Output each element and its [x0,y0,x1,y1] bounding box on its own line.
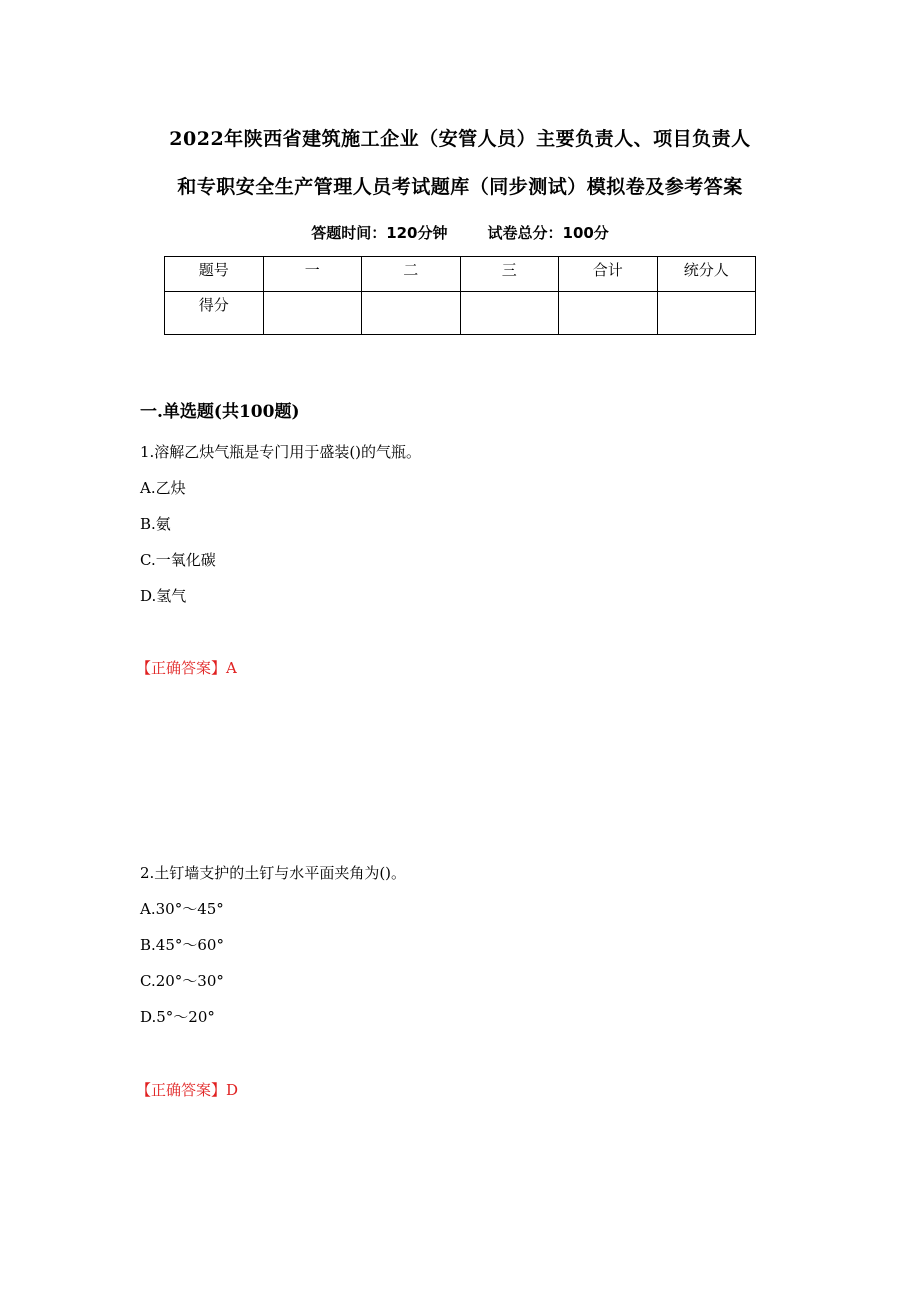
score-cell [263,292,362,335]
score-cell [657,292,756,335]
question-1-option-b: B.氨 [140,515,171,533]
section-title: 一.单选题(共100题) [140,402,300,422]
score-cell [559,292,658,335]
exam-total-score: 试卷总分：100分 [487,224,609,242]
document-title-line-1: 2022年陕西省建筑施工企业（安管人员）主要负责人、项目负责人 [169,128,751,150]
score-header-cell: 题号 [165,257,264,292]
score-cell [362,292,461,335]
score-header-cell: 三 [460,257,559,292]
exam-time: 答题时间：120分钟 [311,224,448,242]
score-table [164,256,756,335]
score-header-cell: 合计 [559,257,658,292]
question-1-option-a: A.乙炔 [140,479,186,497]
document-title-line-2: 和专职安全生产管理人员考试题库（同步测试）模拟卷及参考答案 [177,176,743,198]
exam-meta [0,222,920,243]
question-2-option-c: C.20°～30° [140,972,224,990]
question-2-option-a: A.30°～45° [140,900,224,918]
question-1-option-d: D.氢气 [140,587,187,605]
score-header-cell: 统分人 [657,257,756,292]
question-2-option-b: B.45°～60° [140,936,224,954]
question-2-stem: 2.土钉墙支护的土钉与水平面夹角为()。 [140,864,407,882]
score-header-cell: 一 [263,257,362,292]
question-1-answer: 【正确答案】A [136,659,237,677]
score-cell [460,292,559,335]
score-table-header-row [165,257,756,292]
score-table-score-row [165,292,756,335]
question-1-option-c: C.一氧化碳 [140,551,216,569]
question-2-answer: 【正确答案】D [136,1081,239,1099]
score-row-label: 得分 [165,292,264,335]
question-2-option-d: D.5°～20° [140,1008,215,1026]
score-header-cell: 二 [362,257,461,292]
question-1-stem: 1.溶解乙炔气瓶是专门用于盛装()的气瓶。 [140,443,422,461]
